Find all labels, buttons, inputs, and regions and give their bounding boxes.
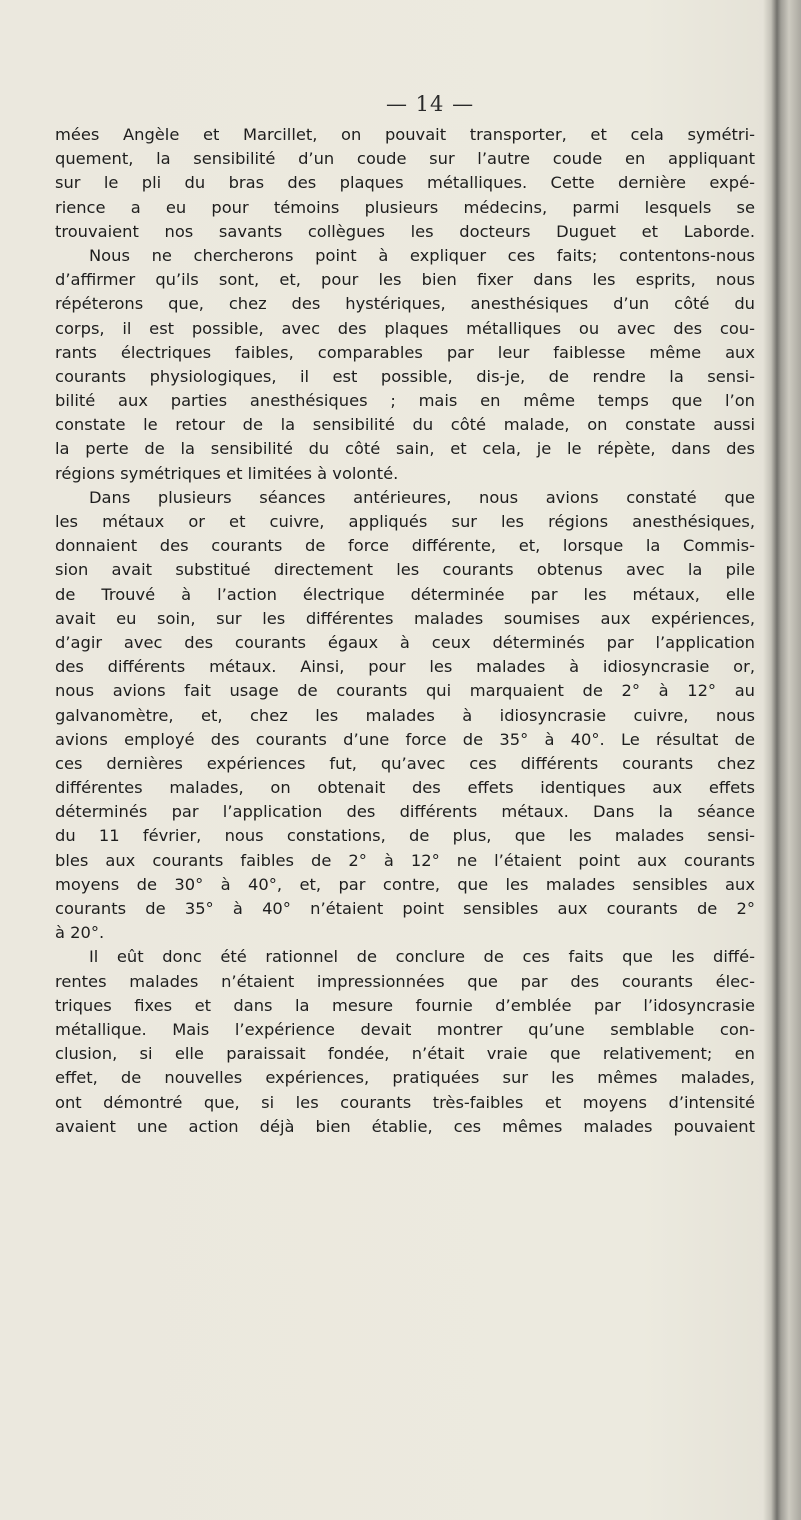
text-line: constate le retour de la sensibilité du côté malade, on constate aussi [55,415,755,435]
text-line: clusion, si elle paraissait fondée, n’était vraie que relativement; en [55,1044,755,1064]
text-line: courants physiologiques, il est possible, dis-je, de rendre la sensi- [55,366,755,386]
text-line: sion avait substitué directement les courants obtenus avec la pile [55,560,755,580]
text-line: rants électriques faibles, comparables par leur faiblesse même aux [55,342,755,362]
text-line: Nous ne chercherons point à expliquer ces faits; contentons-nous [89,245,755,265]
text-line: répéterons que, chez des hystériques, anesthésiques d’un côté du [55,294,755,314]
text-line: les métaux or et cuivre, appliqués sur les régions anesthésiques, [55,512,755,531]
text-line: bilité aux parties anesthésiques ; mais en même temps que l’on [55,391,755,411]
text-line: quement, la sensibilité d’un coude sur l’autre coude en appliquant [55,149,755,169]
text-line: des différents métaux. Ainsi, pour les malades à idiosyncrasie or, [55,657,755,677]
text-line: bles aux courants faibles de 2° à 12° ne l’étaient point aux courants [55,850,755,870]
text-line: déterminés par l’application des différents métaux. Dans la séance [55,802,755,822]
text-line: différentes malades, on obtenait des effets identiques aux effets [55,778,755,798]
text-line: effet, de nouvelles expériences, pratiquées sur les mêmes malades, [55,1068,755,1088]
text-line: donnaient des courants de force différente, et, lorsque la Commis- [55,536,755,556]
text-line: mées Angèle et Marcillet, on pouvait transporter, et cela symétri- [55,125,755,144]
text-line: courants de 35° à 40° n’étaient point sensibles aux courants de 2° [55,899,755,918]
text-line: ont démontré que, si les courants très-faibles et moyens d’intensité [55,1092,755,1112]
body-text [55,123,755,1139]
text-line: d’agir avec des courants égaux à ceux déterminés par l’application [55,632,755,652]
text-line: Dans plusieurs séances antérieures, nous avions constaté que [89,487,755,507]
text-line: corps, il est possible, avec des plaques métalliques ou avec des cou- [55,318,755,338]
text-line: avait eu soin, sur les différentes malades soumises aux expériences, [55,608,755,628]
text-line: la perte de la sensibilité du côté sain, et cela, je le répète, dans des [55,439,755,459]
text-line: trouvaient nos savants collègues les docteurs Duguet et Laborde. [55,221,755,241]
page-number: — 14 — [386,92,475,116]
text-line: rentes malades n’étaient impressionnées que par des courants élec- [55,971,755,991]
text-line: à 20°. [55,923,105,943]
text-line: d’affirmer qu’ils sont, et, pour les bien fixer dans les esprits, nous [55,270,755,290]
text-line: rience a eu pour témoins plusieurs médecins, parmi lesquels se [55,197,755,217]
text-line: Il eût donc été rationnel de conclure de ces faits que les diffé- [89,947,755,967]
text-line: nous avions fait usage de courants qui marquaient de 2° à 12° au [55,681,755,701]
book-binding-edge [763,0,801,1520]
text-line: avions employé des courants d’une force de 35° à 40°. Le résultat de [55,729,755,749]
text-line: avaient une action déjà bien établie, ces mêmes malades pouvaient [55,1116,755,1136]
text-line: sur le pli du bras des plaques métalliques. Cette dernière expé- [55,173,755,193]
text-line: triques fixes et dans la mesure fournie d’emblée par l’idosyncrasie [55,995,755,1015]
text-line: ces dernières expériences fut, qu’avec ces différents courants chez [55,753,755,773]
text-line: galvanomètre, et, chez les malades à idiosyncrasie cuivre, nous [55,705,755,725]
text-line: régions symétriques et limitées à volonté. [55,463,399,483]
text-line: du 11 février, nous constations, de plus, que les malades sensi- [55,826,755,846]
text-line: métallique. Mais l’expérience devait montrer qu’une semblable con- [55,1019,755,1039]
text-line: de Trouvé à l’action électrique déterminée par les métaux, elle [55,584,755,604]
text-line: moyens de 30° à 40°, et, par contre, que les malades sensibles aux [55,874,755,894]
